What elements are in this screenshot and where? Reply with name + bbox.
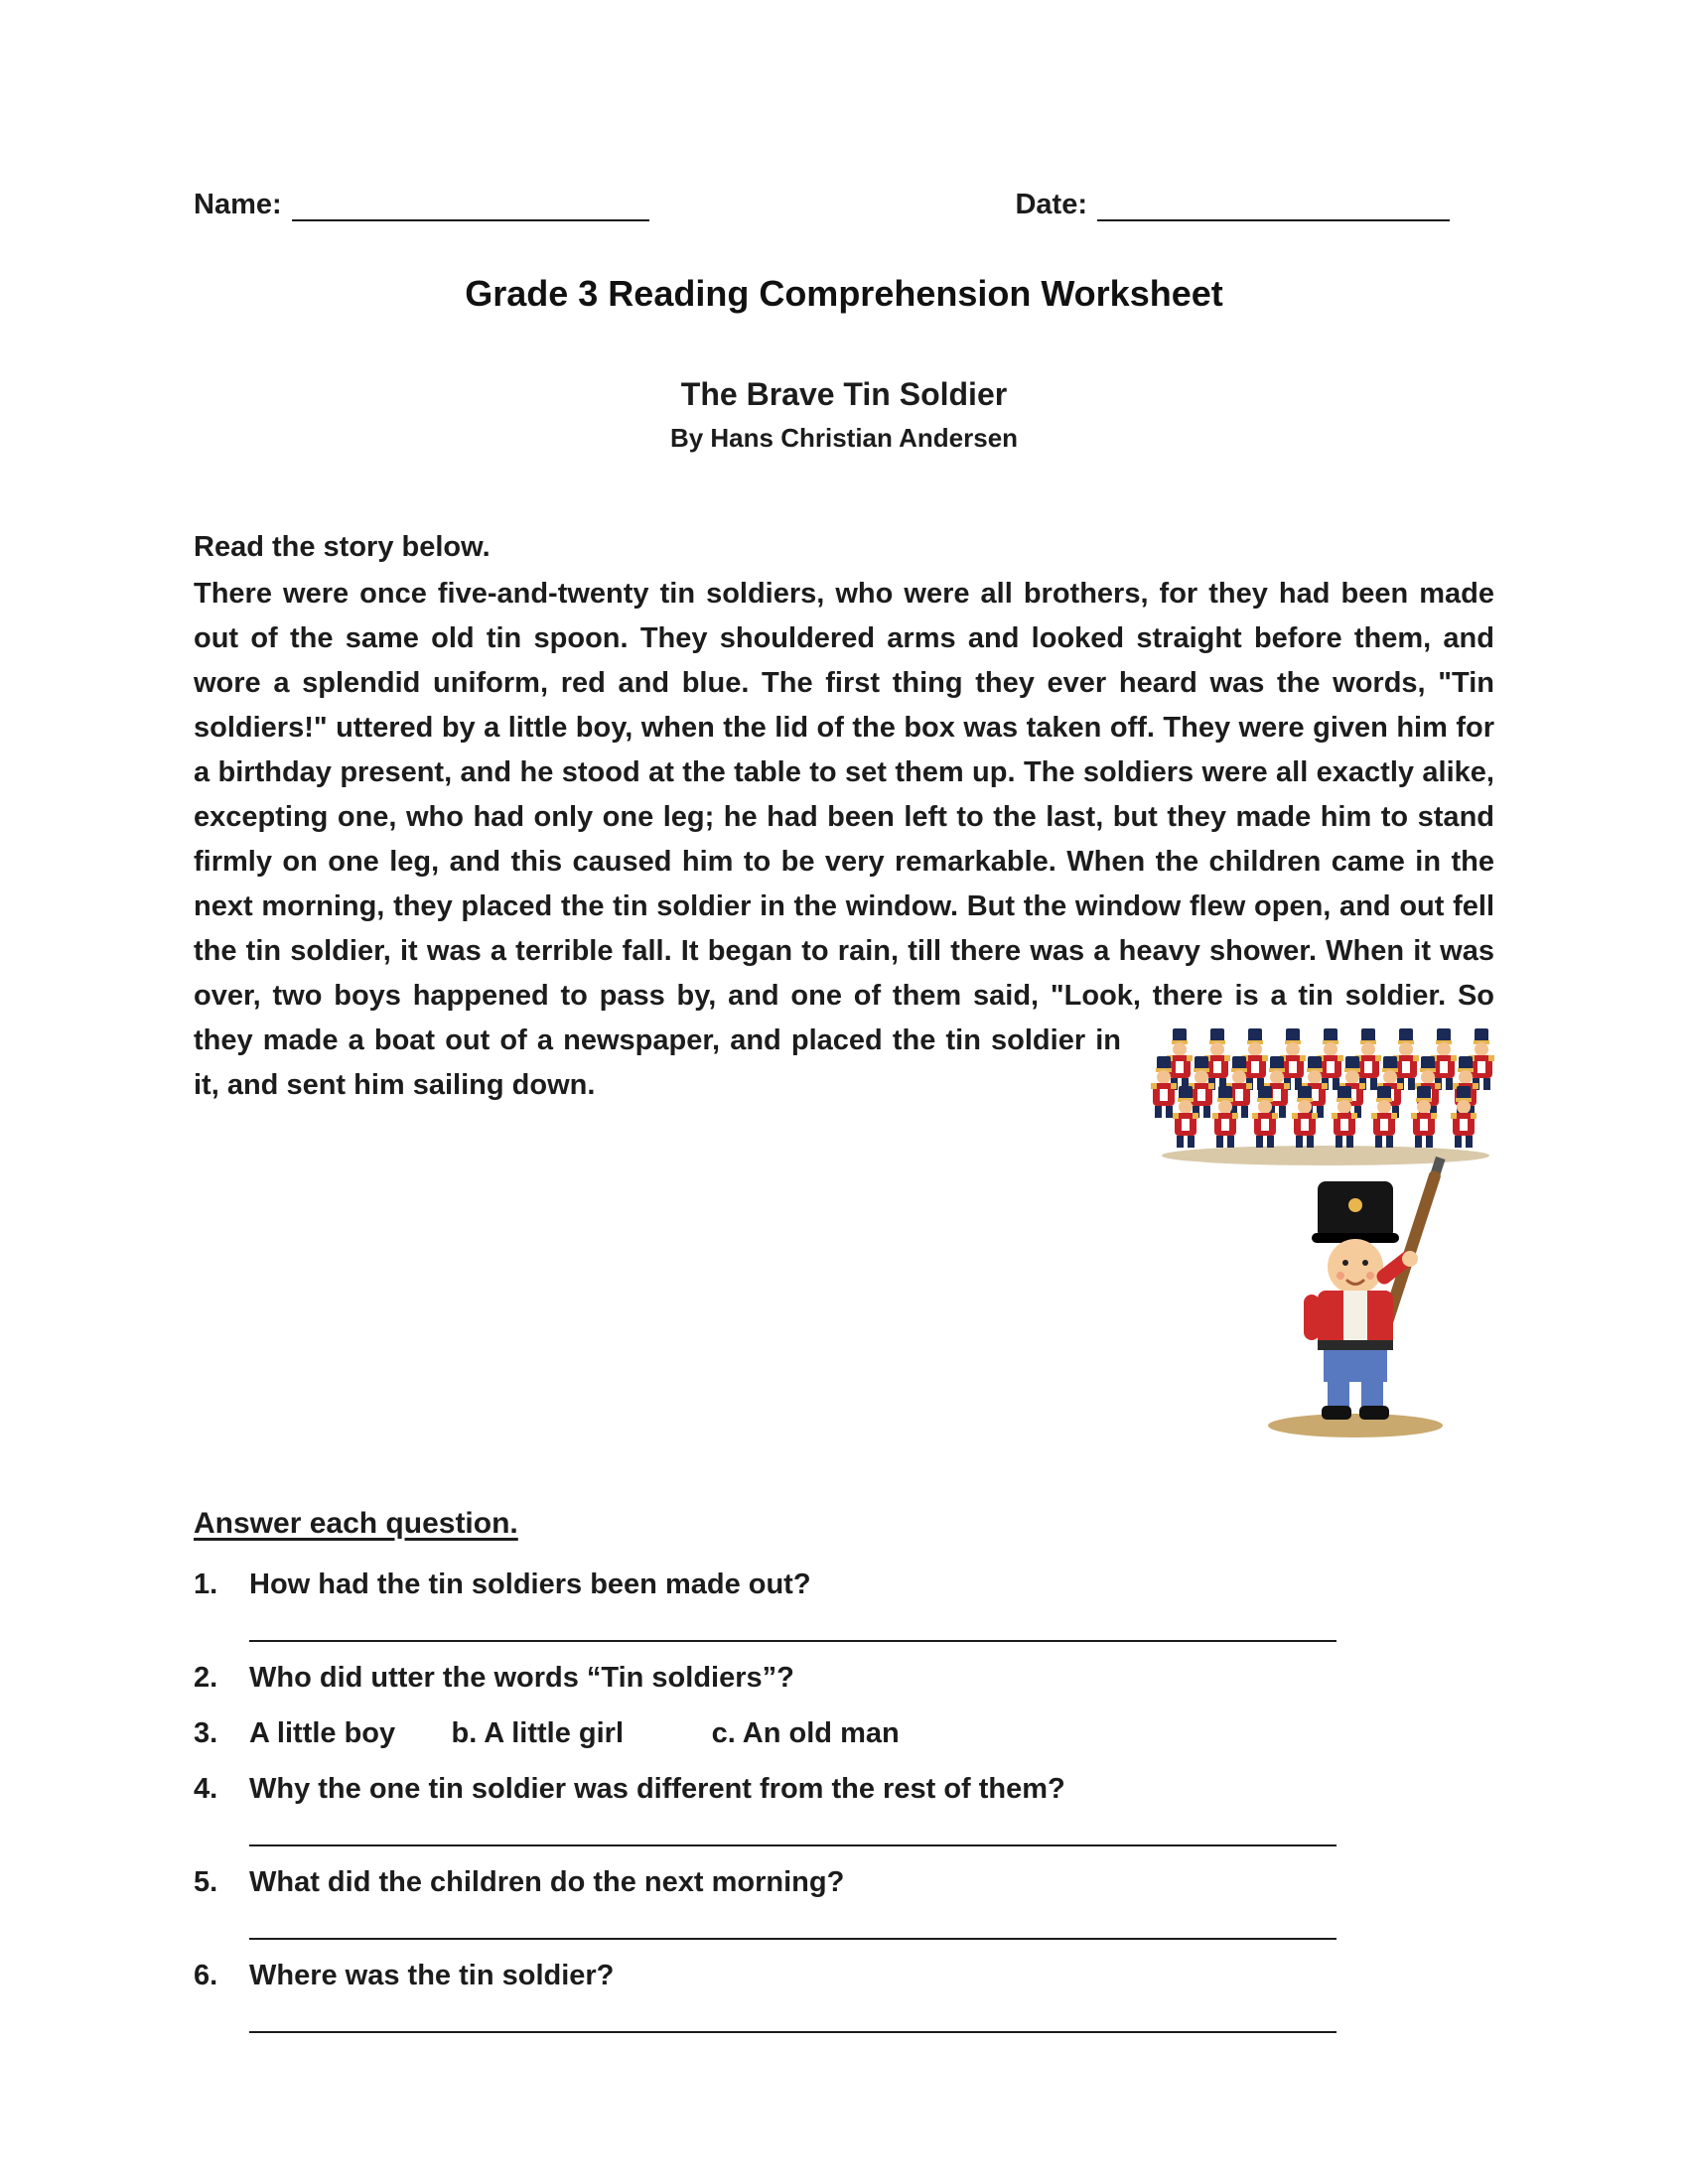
story-text-part1: There were once five-and-twenty tin soldiers, who were all brothers, for they had been made out of the same old tin spoon. They shouldered arms and looked straight before them, and wore a splendid uniform, red and blue. The first thing they ever heard was the words, "Tin soldiers!" uttered by a little boy, when the lid of the box was taken off. They were given him for a birthday present, and he stood at the table to set them up. The soldiers were all exactly alike, excepting one, who had only one leg; he had been left to the last, but they made him to stand firmly on one leg, and this caused him to be very remarkable. When the children came in the next morning, they placed the tin soldier in the window. But the window flew open, and out fell the tin soldier, it was a terrible fall. It began to rain, till there was a heavy shower. When it was over, two boys happened to pass by, and one of them said, "Look, there is a tin soldier.	[194, 578, 1494, 1012]
name-field	[194, 189, 649, 221]
questions-heading: Answer each question.	[194, 1507, 518, 1540]
header-row	[194, 189, 1494, 221]
question-number: 4.	[194, 1773, 218, 1805]
date-label: Date:	[1015, 189, 1087, 220]
answer-line-1	[249, 1604, 1336, 1642]
answer-line-5	[249, 1902, 1336, 1940]
tin-soldiers-icon	[1147, 1024, 1544, 1441]
question-text: Who did utter the words “Tin soldiers”?	[249, 1662, 794, 1694]
page-title: Grade 3 Reading Comprehension Worksheet	[465, 273, 1223, 314]
question-text: What did the children do the next morning?	[249, 1866, 845, 1898]
question-2	[194, 1658, 1494, 1698]
question-number: 3.	[194, 1717, 218, 1749]
answer-line-6	[249, 1995, 1336, 2033]
tin-soldiers-illustration	[1147, 1024, 1544, 1441]
name-label: Name:	[194, 189, 282, 220]
question-text: A little boy b. A little girl c. An old man	[249, 1717, 900, 1749]
story-title: The Brave Tin Soldier	[680, 376, 1008, 412]
question-3	[194, 1713, 1494, 1753]
question-number: 2.	[194, 1662, 218, 1694]
name-blank-line	[292, 190, 649, 221]
answer-line-4	[249, 1809, 1336, 1846]
question-text: Where was the tin soldier?	[249, 1960, 615, 1991]
question-6	[194, 1956, 1494, 1995]
story-instruction: Read the story below.	[194, 531, 491, 563]
question-5	[194, 1862, 1494, 1902]
question-text: How had the tin soldiers been made out?	[249, 1569, 811, 1600]
question-number: 5.	[194, 1866, 218, 1898]
story-paragraph	[194, 572, 1494, 1108]
question-1	[194, 1565, 1494, 1604]
question-number: 1.	[194, 1569, 218, 1600]
date-field	[1015, 189, 1494, 221]
question-text: Why the one tin soldier was different from the rest of them?	[249, 1773, 1065, 1805]
question-4	[194, 1769, 1494, 1809]
story-author: By Hans Christian Andersen	[669, 423, 1019, 453]
date-blank-line	[1097, 190, 1450, 221]
story-text-part2: So they made a boat out of a newspaper, and placed the tin soldier in it, and sent him sailing down.	[194, 980, 1494, 1101]
question-number: 6.	[194, 1960, 218, 1991]
